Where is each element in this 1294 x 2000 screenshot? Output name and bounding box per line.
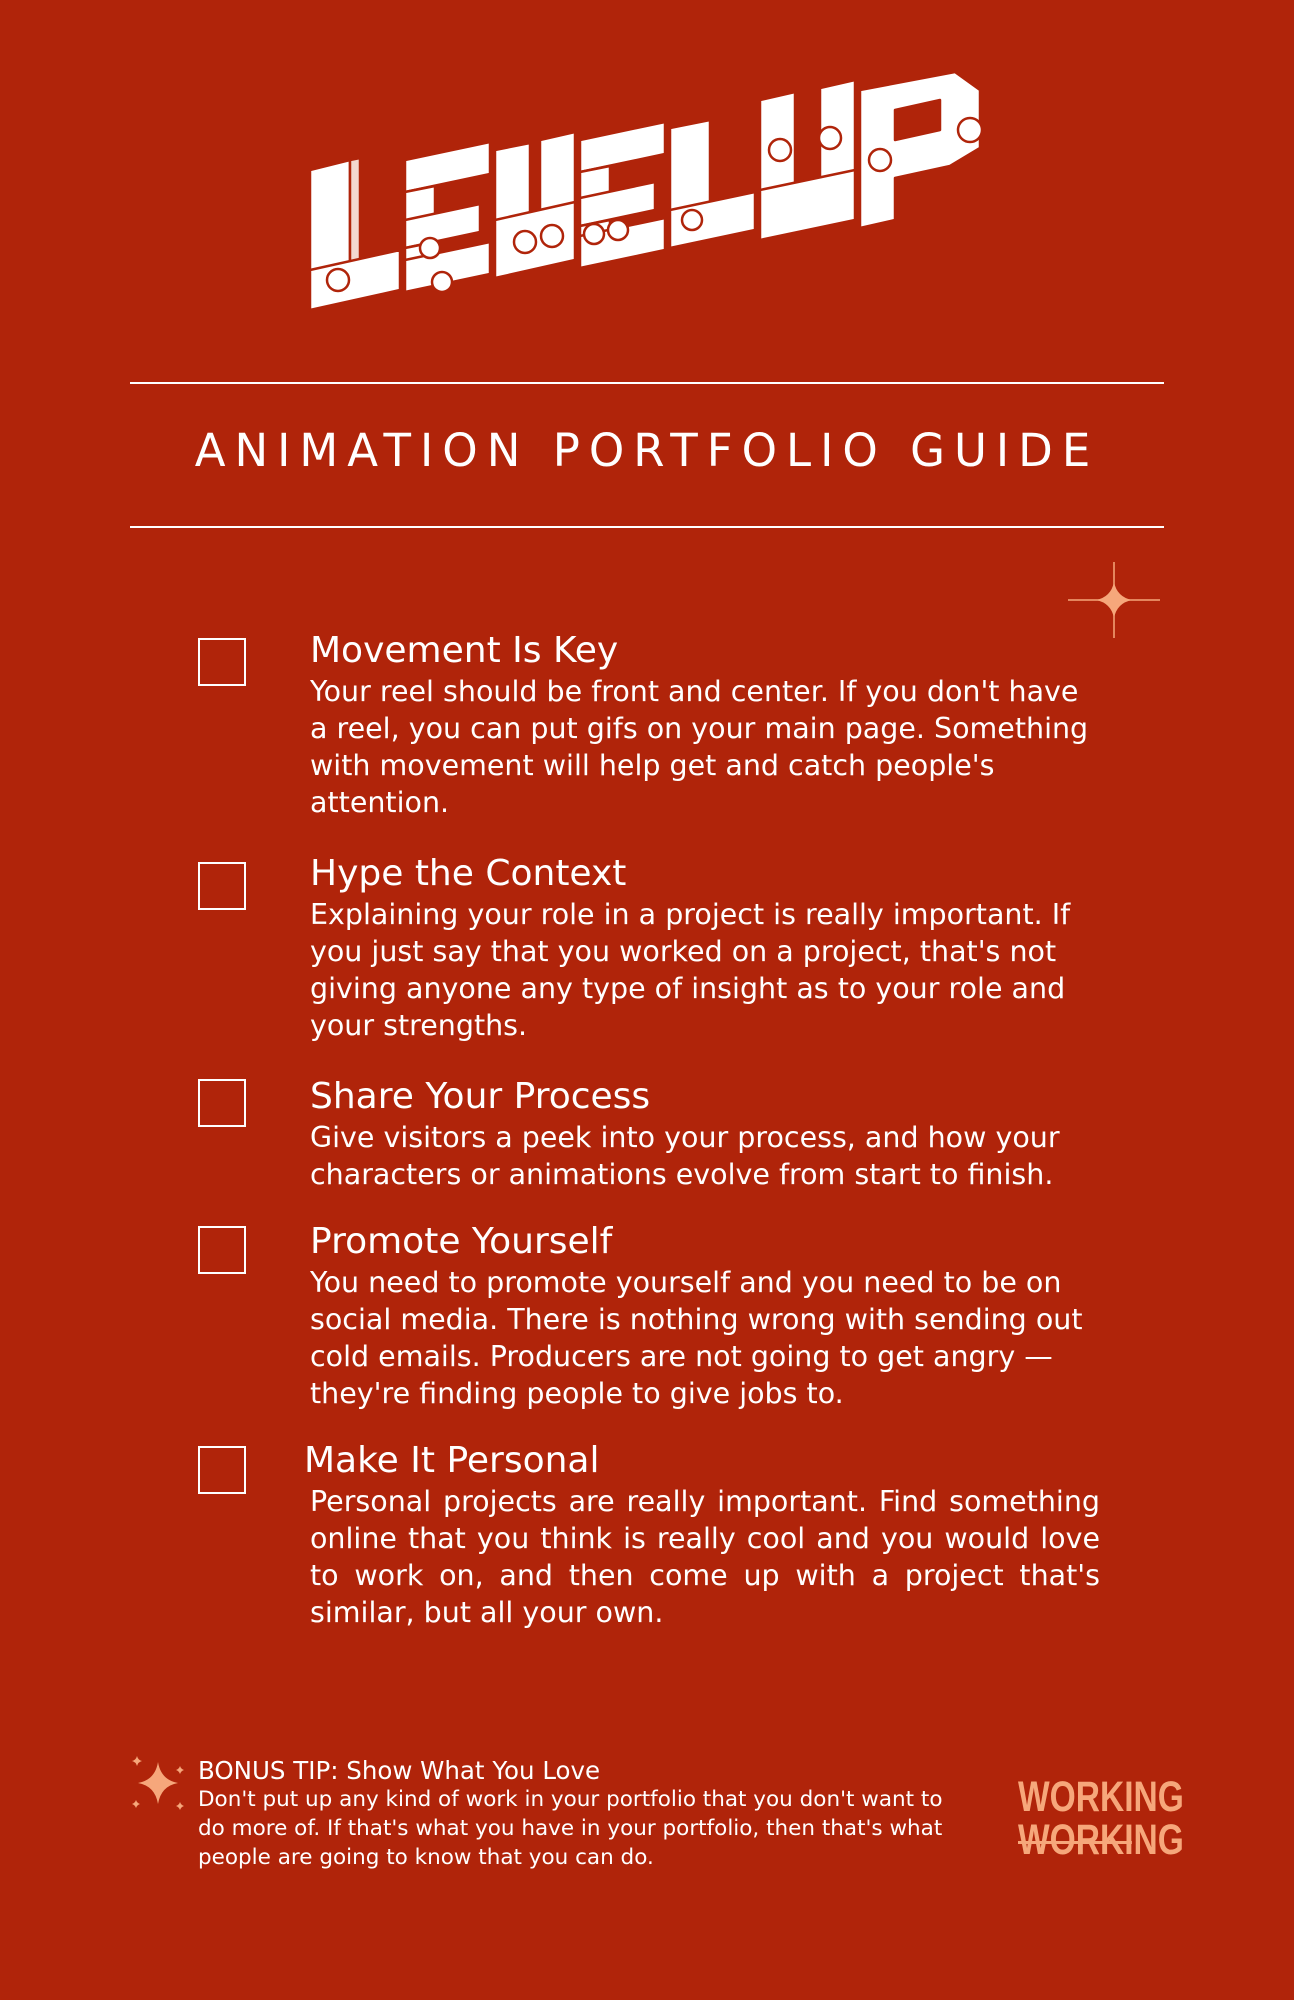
- tip-body: Personal projects are really important. Find something online that you think is really cool and you would love to work on, and then come up with a project that's similar, but all your own.: [310, 1485, 1100, 1629]
- checkbox-icon[interactable]: [198, 638, 246, 686]
- checkbox-icon[interactable]: [198, 1079, 246, 1127]
- logo-letter-l: [310, 158, 400, 310]
- tip-body: You need to promote yourself and you need to be on social media. There is nothing wrong with sending out cold emails. Producers are not going to get angry — they're finding people to give jobs to.: [310, 1266, 1083, 1410]
- divider-top: [130, 382, 1164, 384]
- bonus-tip-title: BONUS TIP: Show What You Love: [198, 1756, 601, 1785]
- checkbox-icon[interactable]: [198, 1446, 246, 1494]
- sparkles-icon: [128, 1752, 188, 1814]
- tip-title: Make It Personal: [304, 1440, 600, 1481]
- working-working-logo: [1018, 1773, 1184, 1864]
- checkbox-icon[interactable]: [198, 1226, 246, 1274]
- logo-letter-e2: [580, 122, 665, 268]
- logo-letter-v: [495, 132, 575, 278]
- brand-line-1: WORKING: [1018, 1773, 1184, 1821]
- tip-body: Your reel should be front and center. If you don't have a reel, you can put gifs on your main page. Something with movement will help get and catch people's attention.: [310, 675, 1089, 819]
- logo-letter-l2: [670, 120, 755, 248]
- logo-letter-u: [760, 80, 855, 240]
- level-up-logo: [290, 70, 1010, 340]
- tip-body: Give visitors a peek into your process, and how your characters or animations evolve from start to finish.: [310, 1121, 1060, 1191]
- brand-line-2: WORKING: [1018, 1816, 1184, 1864]
- logo-letter-p: [860, 72, 982, 228]
- divider-bottom: [130, 526, 1164, 528]
- tip-title: Movement Is Key: [310, 630, 619, 671]
- tip-title: Share Your Process: [310, 1076, 651, 1117]
- sparkle-icon: [1064, 560, 1164, 640]
- logo-letter-e1: [405, 142, 490, 292]
- page-title: ANIMATION PORTFOLIO GUIDE: [194, 424, 1100, 477]
- tip-title: Promote Yourself: [310, 1221, 613, 1262]
- bonus-tip-body: Don't put up any kind of work in your portfolio that you don't want to do more of. If that's what you have in your portfolio, then that's what people are going to know that you can do.: [198, 1787, 943, 1870]
- tip-body: Explaining your role in a project is really important. If you just say that you worked on a project, that's not giving anyone any type of insight as to your role and your strengths.: [310, 898, 1071, 1042]
- tip-title: Hype the Context: [310, 853, 627, 894]
- checkbox-icon[interactable]: [198, 862, 246, 910]
